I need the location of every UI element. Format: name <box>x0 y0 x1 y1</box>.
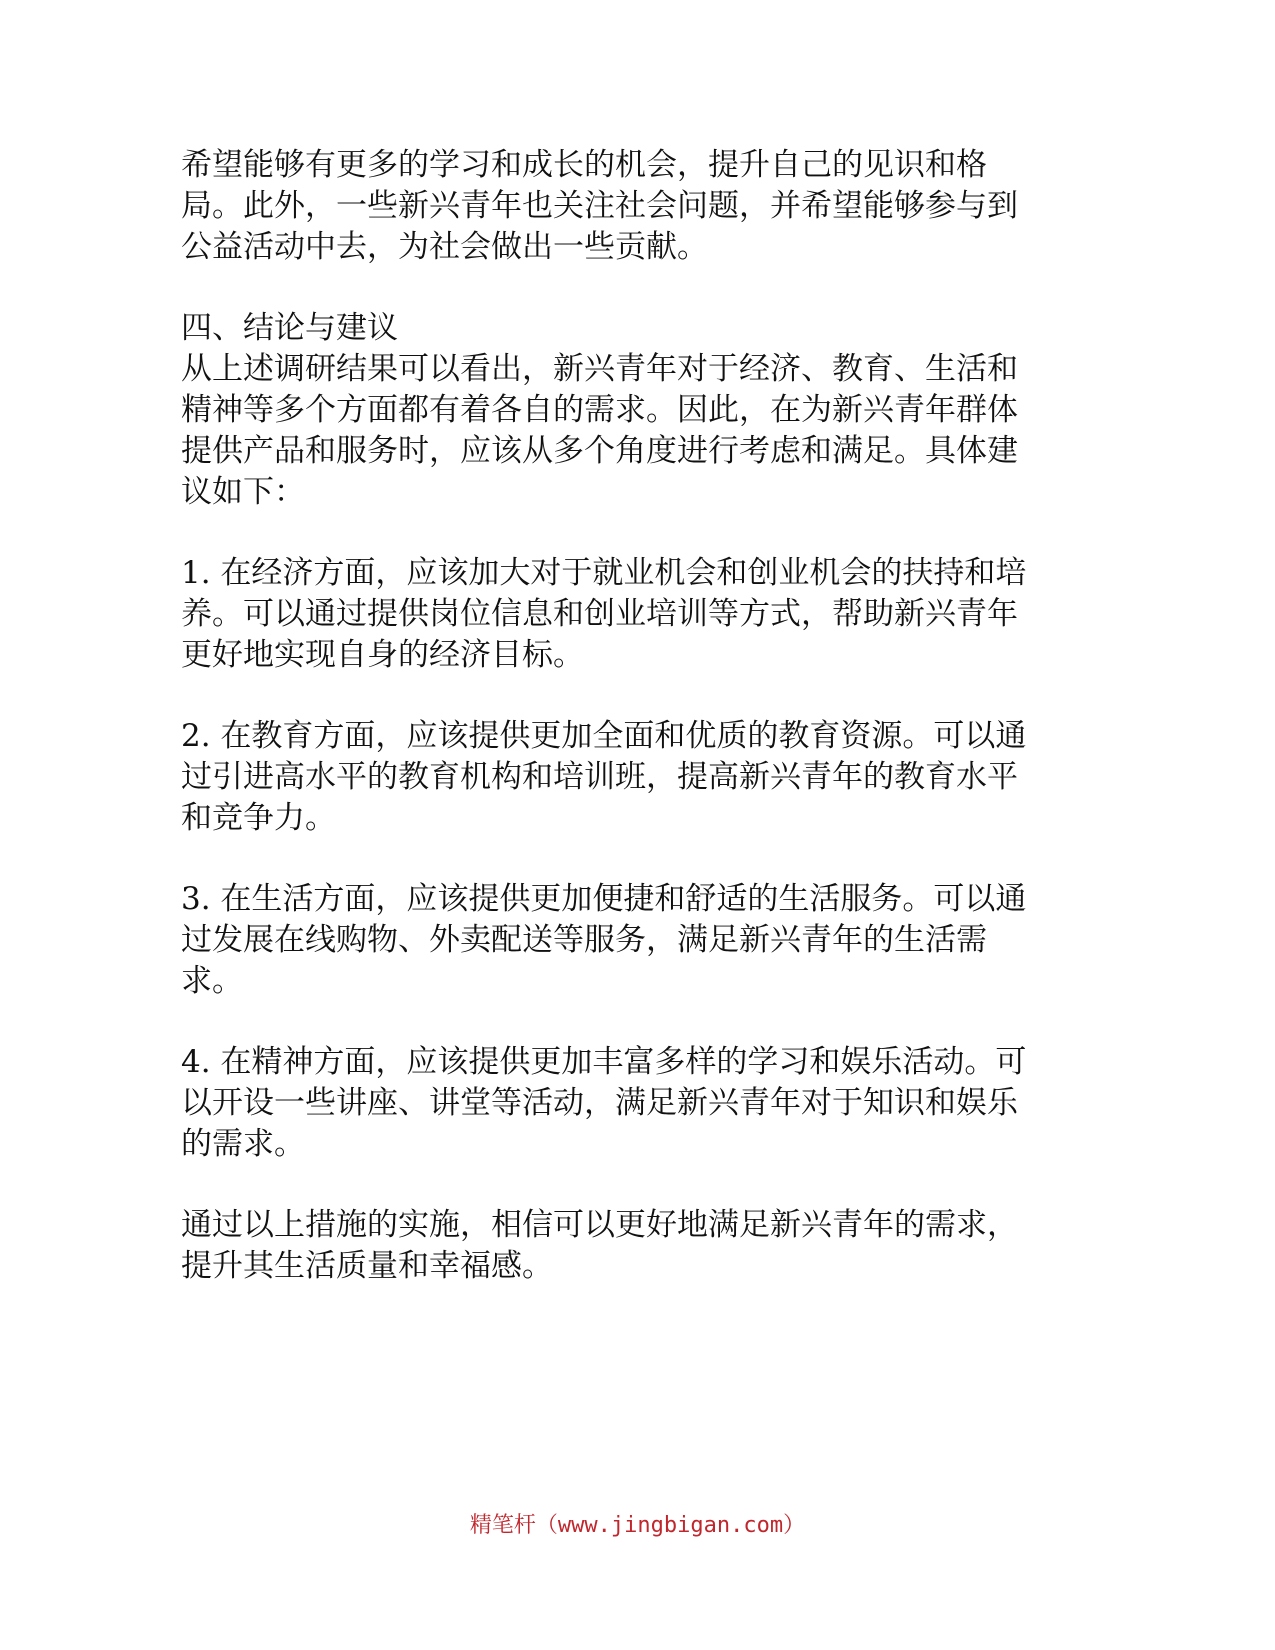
paragraph-intro-continuation: 希望能够有更多的学习和成长的机会，提升自己的见识和格 局。此外，一些新兴青年也关注社会问题，并希望能够参与到 公益活动中去，为社会做出一些贡献。 <box>181 147 1018 265</box>
footer-site-name: 精笔杆（ <box>469 1513 558 1538</box>
footer-close-paren: ） <box>783 1513 806 1538</box>
document-body <box>181 145 1041 1327</box>
page-footer <box>0 1512 1275 1540</box>
list-item-education: 2. 在教育方面，应该提供更加全面和优质的教育资源。可以通 过引进高水平的教育机构和培训班，提高新兴青年的教育水平 和竞争力。 <box>181 718 1027 836</box>
list-item-life: 3. 在生活方面，应该提供更加便捷和舒适的生活服务。可以通 过发展在线购物、外卖配送等服务，满足新兴青年的生活需 求。 <box>181 881 1027 999</box>
section-heading-conclusion: 四、结论与建议 <box>181 310 398 346</box>
paragraph-conclusion-summary: 从上述调研结果可以看出，新兴青年对于经济、教育、生活和 精神等多个方面都有着各自的需求。因此，在为新兴青年群体 提供产品和服务时，应该从多个角度进行考虑和满足。具体建 议如下： <box>181 351 1018 510</box>
list-item-spirit: 4. 在精神方面，应该提供更加丰富多样的学习和娱乐活动。可 以开设一些讲座、讲堂等活动，满足新兴青年对于知识和娱乐 的需求。 <box>181 1044 1027 1162</box>
footer-link[interactable]: www.jingbigan.com <box>557 1513 784 1538</box>
paragraph-closing: 通过以上措施的实施，相信可以更好地满足新兴青年的需求， 提升其生活质量和幸福感。 <box>181 1207 1018 1284</box>
list-item-economy: 1. 在经济方面，应该加大对于就业机会和创业机会的扶持和培 养。可以通过提供岗位信息和创业培训等方式，帮助新兴青年 更好地实现自身的经济目标。 <box>181 555 1027 673</box>
